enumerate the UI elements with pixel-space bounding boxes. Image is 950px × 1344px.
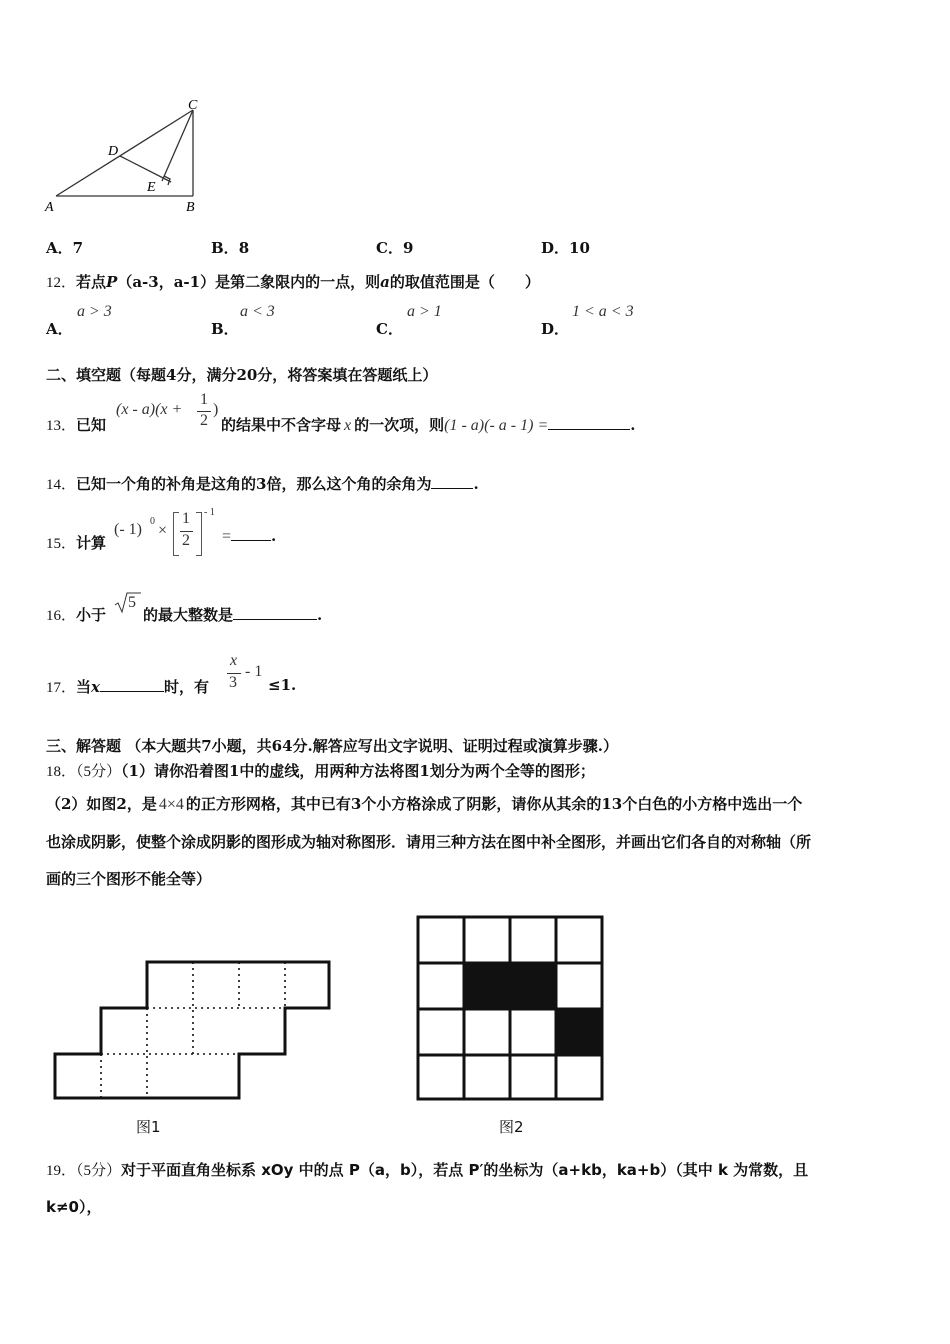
- shaded-cell-r2c3: [510, 963, 556, 1009]
- question-12: 12．若点P（a-3，a-1）是第二象限内的一点，则a的取值范围是（ ）: [46, 273, 540, 291]
- shaded-cell-r3c4: [556, 1009, 602, 1055]
- label-c: C: [188, 98, 198, 113]
- q15-frac-den: 2: [182, 532, 190, 549]
- q12-option-a-math: a > 3: [77, 303, 112, 320]
- q11-option-d: D．10: [541, 239, 590, 257]
- triangle-figure: [40, 92, 215, 217]
- question-14: 14．已知一个角的补角是这角的3倍，那么这个角的余角为 .: [46, 475, 479, 493]
- q12-option-a: A．: [46, 320, 73, 338]
- figure-2-caption: 图2: [499, 1118, 524, 1136]
- q18-part2-line3: 画的三个图形不能全等）: [46, 870, 212, 888]
- q15-stem: 15．计算: [46, 534, 107, 552]
- q19-line1: 19．（5分）对于平面直角坐标系 xOy 中的点 P（a，b），若点 P′的坐标为（a+kb，ka+b）（其中 k 为常数，且: [46, 1161, 809, 1179]
- label-d: D: [108, 144, 119, 159]
- section-3-title: 三、解答题 （本大题共7小题，共64分.解答应写出文字说明、证明过程或演算步骤.）: [46, 737, 618, 755]
- q12-option-d: D．: [541, 320, 570, 338]
- figure-1-staircase: [50, 955, 335, 1105]
- q15-exp0: 0: [150, 516, 155, 527]
- shaded-cell-r2c2: [464, 963, 510, 1009]
- q15-times: ×: [158, 522, 168, 539]
- q17-stem-a: 17．当x 时，有: [46, 678, 209, 696]
- q15-paren-right: [196, 512, 202, 556]
- q18-part2-line1: （2）如图2，是 4×4 的正方形网格，其中已有3个小方格涂成了阴影，请你从其余的13个白色的小方格中选出一个: [46, 795, 803, 813]
- label-b: B: [186, 200, 195, 215]
- q12-option-c-math: a > 1: [407, 303, 442, 320]
- q17-answer-blank[interactable]: [100, 677, 164, 692]
- q15-base: (- 1): [114, 521, 142, 538]
- q16-stem-b: 的最大整数是 .: [143, 606, 323, 624]
- q16-radicand: 5: [128, 594, 136, 611]
- q17-minus-one: - 1: [245, 663, 263, 680]
- q17-frac-num: x: [230, 652, 238, 669]
- q15-answer-blank[interactable]: [231, 526, 271, 541]
- q12-option-c: C．: [376, 320, 403, 338]
- q19-line2: k≠0），: [46, 1198, 102, 1216]
- section-2-title: 二、填空题（每题4分，满分20分，将答案填在答题纸上）: [46, 366, 438, 384]
- label-e: E: [147, 180, 156, 195]
- q15-paren-left: [173, 512, 179, 556]
- q13-expr-close: ): [213, 401, 219, 418]
- q18-part2-line2: 也涂成阴影，使整个涂成阴影的图形成为轴对称图形．请用三种方法在图中补全图形，并画出它们各自的对称轴（所: [46, 833, 812, 851]
- q13-stem-a: 13．已知: [46, 416, 107, 434]
- q18-part1: 18．（5分）（1）请你沿着图1中的虚线，用两种方法将图1划分为两个全等的图形；: [46, 762, 595, 780]
- q17-frac-den: 3: [229, 674, 237, 691]
- label-a: A: [45, 200, 54, 215]
- q16-answer-blank[interactable]: [233, 605, 317, 620]
- q12-option-d-math: 1 < a < 3: [572, 303, 634, 320]
- q12-option-b-math: a < 3: [240, 303, 275, 320]
- q11-option-a: A．7: [46, 239, 84, 257]
- q15-exp-neg: - 1: [204, 507, 215, 518]
- figure-2-grid: [415, 915, 607, 1101]
- q13-frac-den: 2: [200, 412, 208, 429]
- q13-stem-b: 的结果中不含字母 x 的一次项，则(1 - a)(- a - 1) = .: [221, 416, 636, 434]
- q17-stem-b: ≤1.: [268, 676, 297, 694]
- q12-option-b: B．: [211, 320, 239, 338]
- q11-option-c: C．9: [376, 239, 414, 257]
- q16-stem-a: 16．小于: [46, 606, 107, 624]
- q11-option-b: B．8: [211, 239, 250, 257]
- q15-frac-num: 1: [182, 510, 190, 527]
- q13-expr: (x - a)(x +: [116, 401, 183, 418]
- q15-tail: = .: [222, 527, 277, 545]
- q13-frac-num: 1: [200, 391, 208, 408]
- figure-1-caption: 图1: [136, 1118, 161, 1136]
- q13-answer-blank[interactable]: [548, 415, 630, 430]
- q14-answer-blank[interactable]: [431, 474, 473, 489]
